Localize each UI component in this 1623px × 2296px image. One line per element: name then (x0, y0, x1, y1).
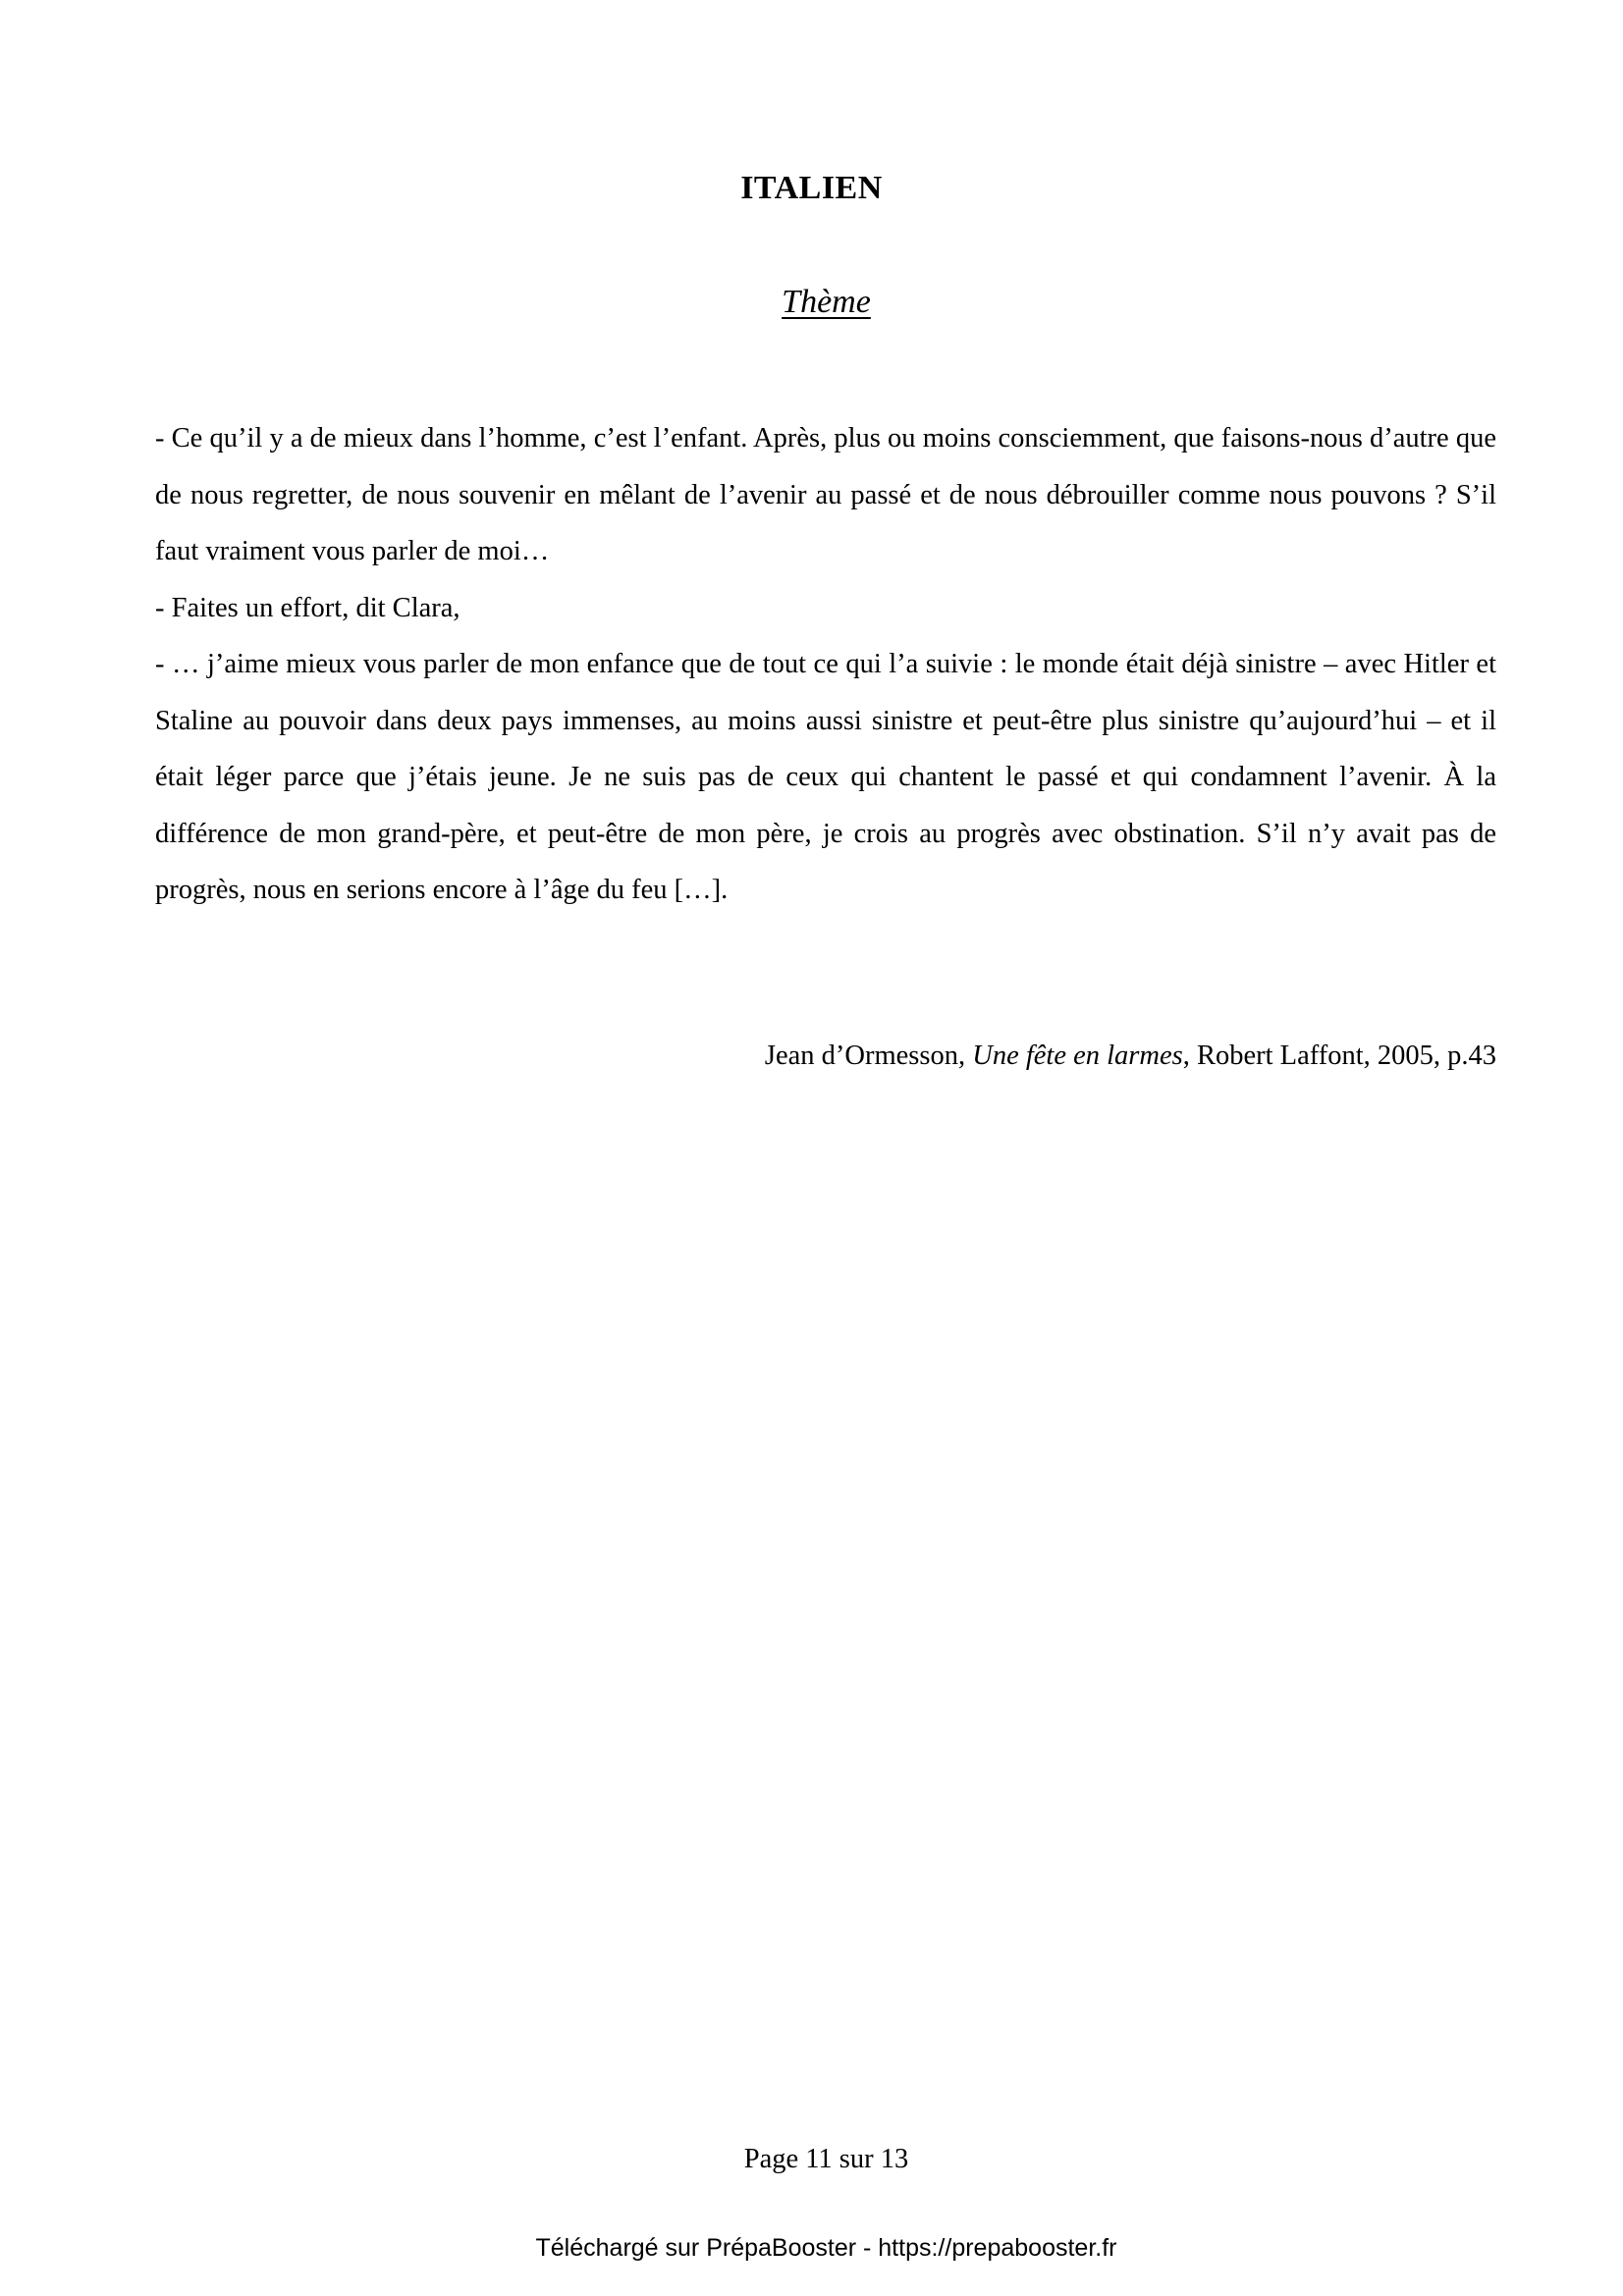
paragraph-2: - Faites un effort, dit Clara, (155, 592, 460, 623)
subtitle-text: Thème (782, 284, 871, 320)
source-citation (765, 1037, 1496, 1076)
page-number: Page 11 sur 13 (743, 2144, 909, 2174)
exercise-subtitle (0, 283, 1623, 322)
passage-text (155, 410, 1496, 919)
citation-author: Jean d’Ormesson, (764, 1041, 973, 1071)
citation-details: , Robert Laffont, 2005, p.43 (1182, 1041, 1496, 1071)
paragraph-3: - … j’aime mieux vous parler de mon enfance que de tout ce qui l’a suivie : le monde était déjà sinistre – avec Hitler et Staline au pouvoir dans deux pays immenses, au moins aussi sinistre et peut-être plus sinistre qu’aujourd’hui – et il était léger parce que j’étais jeune. Je ne suis pas de ceux qui chantent le passé et qui condamnent l’avenir. À la différence de mon grand-père, et peut-être de mon père, je crois au progrès avec obstination. S’il n’y avait pas de progrès, nous en serions encore à l’âge du feu […]. (155, 649, 1496, 905)
section-title: ITALIEN (740, 170, 883, 206)
citation-work-title: Une fête en larmes (972, 1041, 1183, 1071)
paragraph-1: - Ce qu’il y a de mieux dans l’homme, c’est l’enfant. Après, plus ou moins consciemment, que faisons-nous d’autre que de nous regretter, de nous souvenir en mêlant de l’avenir au passé et de nous débrouiller comme nous pouvons ? S’il faut vraiment vous parler de moi… (155, 423, 1496, 566)
download-footer: Téléchargé sur PrépaBooster - https://prepabooster.fr (535, 2234, 1117, 2262)
